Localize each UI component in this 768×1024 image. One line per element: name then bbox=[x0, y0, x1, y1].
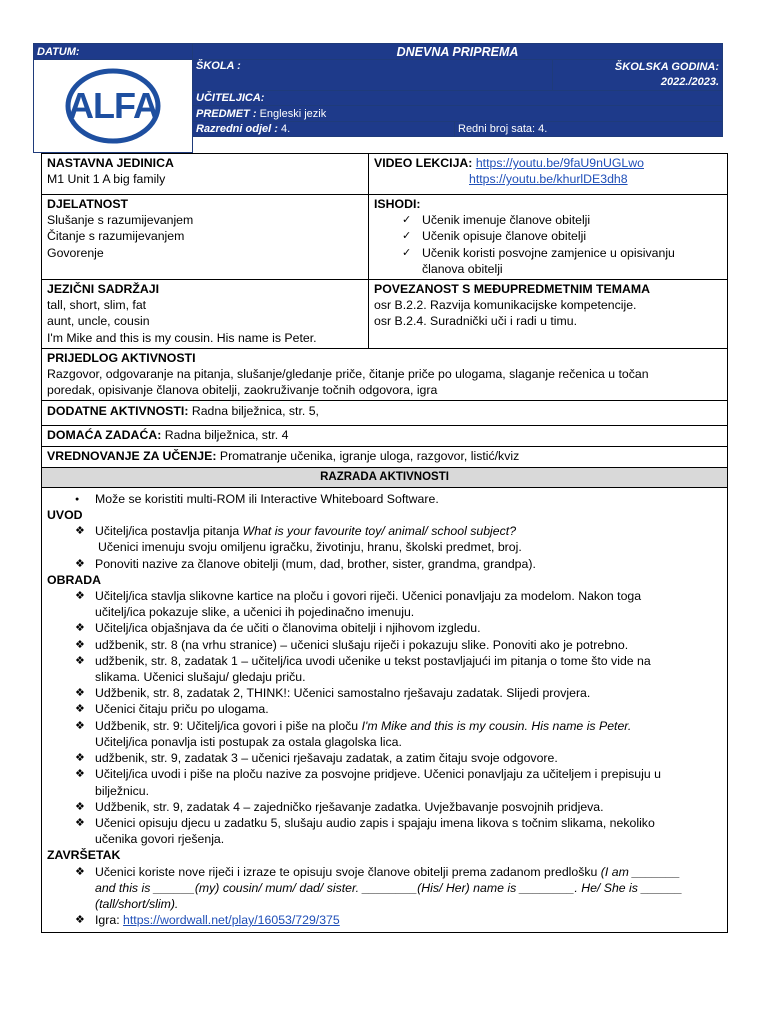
vrednovanje-label: VREDNOVANJE ZA UČENJE: bbox=[47, 448, 217, 463]
header-table bbox=[33, 43, 723, 153]
djelatnost-item: Slušanje s razumijevanjem bbox=[47, 213, 194, 228]
datum-label: DATUM: bbox=[34, 44, 193, 60]
predmet-value: Engleski jezik bbox=[259, 107, 327, 120]
prijedlog-line: Razgovor, odgovaranje na pitanja, slušanje/gledanje priče, čitanje priče po ulogama, slaganje rečenica u točan bbox=[47, 367, 649, 382]
nastavna-jedinica-label: NASTAVNA JEDINICA bbox=[47, 156, 174, 170]
predmet-cell bbox=[193, 106, 723, 121]
obrada-item: ❖ Učenici čitaju priču po ulogama. bbox=[47, 701, 722, 717]
djelatnost-item: Čitanje s razumijevanjem bbox=[47, 229, 185, 244]
obrada-item: ❖ Udžbenik, str. 9, zadatak 4 – zajedničko rješavanje zadatka. Uvježbavanje posvojnih pridjeva. bbox=[47, 799, 722, 815]
jezicni-item: aunt, uncle, cousin bbox=[47, 314, 150, 329]
uvod-item: ❖ Ponoviti nazive za članove obitelji (mum, dad, brother, sister, grandma, grandpa). bbox=[47, 556, 722, 572]
igra-link[interactable]: https://wordwall.net/play/16053/729/375 bbox=[123, 913, 340, 928]
obrada-item: ❖ Udžbenik, str. 8, zadatak 2, THINK!: Učenici samostalno rješavaju zadatak. Slijedi provjera. bbox=[47, 685, 722, 701]
obrada-item: ❖ Učitelj/ica stavlja slikovne kartice na ploču i govori riječi. Učenici ponavljaju za modelom. Nakon toga učitelj/ica pokazuje slike, a učenici ih pojedinačno imenuju. bbox=[47, 588, 722, 620]
redni-broj-cell bbox=[455, 121, 723, 136]
obrada-item: ❖ Udžbenik, str. 9: Učitelj/ica govori i piše na ploču I'm Mike and this is my cousin. His name is Peter. Učitelj/ica ponavlja isti postupak za ostala glagolska lica. bbox=[47, 718, 722, 750]
obrada-item: ❖ Učitelj/ica uvodi i piše na ploču nazive za posvojne pridjeve. Učenici ponavljaju za učiteljem i prepisuju u bilježnicu. bbox=[47, 766, 722, 798]
zavrsetak-item: ❖ Učenici koriste nove riječi i izraze te opisuju svoje članove obitelji prema zadanom predlošku (I am _______ and this is ______(my) cousin/ mum/ dad/ sister. ________(His/ Her) name is ________. He/ She is ______ (tall/short/slim). bbox=[47, 864, 722, 913]
intro-bullet: ● Može se koristiti multi-ROM ili Interactive Whiteboard Software. bbox=[47, 491, 722, 507]
video-link-1[interactable]: https://youtu.be/9faU9nUGLwo bbox=[475, 156, 644, 170]
zavrsetak-label: ZAVRŠETAK bbox=[47, 848, 121, 863]
igra-label: Igra: bbox=[95, 913, 124, 928]
ishodi-item: ✓ Učenik imenuje članove obitelji bbox=[374, 212, 722, 228]
ishodi-item: ✓ Učenik opisuje članove obitelji bbox=[374, 228, 722, 244]
obrada-label: OBRADA bbox=[47, 572, 101, 587]
logo-cell bbox=[34, 60, 193, 153]
obrada-item: ❖ Učenici opisuju djecu u zadatku 5, slušaju audio zapis i spajaju imena likova s točnim slikama, nekoliko učenika govori rješenja. bbox=[47, 815, 722, 847]
obrada-item: ❖ udžbenik, str. 8 (na vrhu stranice) – učenici slušaju riječi i pokazuju slike. Ponoviti ako je potrebno. bbox=[47, 637, 722, 653]
skolska-godina-label: ŠKOLSKA GODINA: bbox=[614, 61, 720, 74]
razrada-body bbox=[42, 487, 728, 932]
lesson-table bbox=[41, 153, 728, 933]
document-title: DNEVNA PRIPREMA bbox=[193, 44, 723, 60]
skolska-godina-value: 2022./2023. bbox=[660, 76, 720, 89]
skola-label: ŠKOLA : bbox=[193, 60, 553, 91]
razrada-header: RAZRADA AKTIVNOSTI bbox=[42, 467, 728, 487]
igra-item bbox=[47, 912, 722, 928]
alfa-logo-icon bbox=[34, 60, 192, 152]
jezicni-item: tall, short, slim, fat bbox=[47, 298, 147, 313]
domaca-value: Radna bilježnica, str. 4 bbox=[161, 428, 289, 443]
skolska-godina-cell bbox=[553, 60, 723, 91]
djelatnost-item: Govorenje bbox=[47, 245, 104, 260]
video-link-2[interactable]: https://youtu.be/khurlDE3dh8 bbox=[469, 172, 628, 187]
jezicni-sadrzaji-cell bbox=[42, 280, 369, 349]
uvod-item: ❖ Učitelj/ica postavlja pitanja What is your favourite toy/ animal/ school subject? bbox=[47, 523, 722, 539]
povezanost-cell bbox=[369, 280, 728, 349]
dodatne-cell bbox=[42, 401, 728, 426]
povezanost-label: POVEZANOST S MEĐUPREDMETNIM TEMAMA bbox=[374, 282, 651, 297]
prijedlog-cell bbox=[42, 348, 728, 401]
predmet-label: PREDMET : bbox=[196, 107, 257, 120]
jezicni-sadrzaji-label: JEZIČNI SADRŽAJI bbox=[47, 282, 160, 297]
vrednovanje-value: Promatranje učenika, igranje uloga, razgovor, listić/kviz bbox=[216, 448, 520, 463]
domaca-cell bbox=[42, 426, 728, 446]
povezanost-item: osr B.2.2. Razvija komunikacijske kompetencije. bbox=[374, 298, 637, 313]
obrada-item: ❖ Učitelj/ica objašnjava da će učiti o članovima obitelji i njihovom izgledu. bbox=[47, 620, 722, 636]
razredni-odjel-label: Razredni odjel : bbox=[196, 122, 278, 135]
ishodi-item: ✓ Učenik koristi posvojne zamjenice u opisivanju bbox=[374, 245, 722, 261]
vrednovanje-cell bbox=[42, 446, 728, 467]
redni-broj-value: 4. bbox=[538, 122, 548, 135]
obrada-item: ❖ udžbenik, str. 8, zadatak 1 – učitelj/ica uvodi učenike u tekst postavljajući im pitanja o tome što vide na slikama. Učenici slušaju/ gledaju priču. bbox=[47, 653, 722, 685]
jezicni-item: I'm Mike and this is my cousin. His name is Peter. bbox=[47, 330, 317, 345]
logo-text: ALFA bbox=[68, 85, 158, 126]
ishodi-label: ISHODI: bbox=[374, 197, 421, 211]
razredni-odjel-value: 4. bbox=[280, 122, 291, 135]
ishodi-item-continuation: članova obitelji bbox=[422, 261, 503, 276]
djelatnost-cell bbox=[42, 195, 369, 280]
ishodi-cell bbox=[369, 195, 728, 280]
djelatnost-label: DJELATNOST bbox=[47, 197, 129, 211]
uciteljica-label: UČITELJICA: bbox=[193, 91, 723, 106]
domaca-label: DOMAĆA ZADAĆA: bbox=[47, 428, 162, 443]
redni-broj-label: Redni broj sata: bbox=[458, 122, 536, 135]
prijedlog-label: PRIJEDLOG AKTIVNOSTI bbox=[47, 350, 196, 365]
nastavna-jedinica-value: M1 Unit 1 A big family bbox=[47, 172, 166, 187]
obrada-item: ❖ udžbenik, str. 9, zadatak 3 – učenici rješavaju zadatak, a zatim čitaju svoje odgovore. bbox=[47, 750, 722, 766]
razredni-odjel-cell bbox=[193, 121, 455, 136]
uvod-item-continuation: Učenici imenuju svoju omiljenu igračku, životinju, hranu, školski predmet, broj. bbox=[98, 540, 522, 555]
prijedlog-line: poredak, opisivanje članova obitelji, zaokruživanje točnih odgovora, igra bbox=[47, 383, 438, 398]
povezanost-item: osr B.2.4. Suradnički uči i radi u timu. bbox=[374, 314, 577, 329]
uvod-label: UVOD bbox=[47, 508, 83, 523]
dodatne-value: Radna bilježnica, str. 5, bbox=[188, 404, 319, 419]
dodatne-label: DODATNE AKTIVNOSTI: bbox=[47, 404, 189, 419]
video-lekcija-label: VIDEO LEKCIJA: bbox=[374, 156, 473, 170]
nastavna-jedinica-cell bbox=[42, 154, 369, 195]
video-lekcija-cell bbox=[369, 154, 728, 195]
